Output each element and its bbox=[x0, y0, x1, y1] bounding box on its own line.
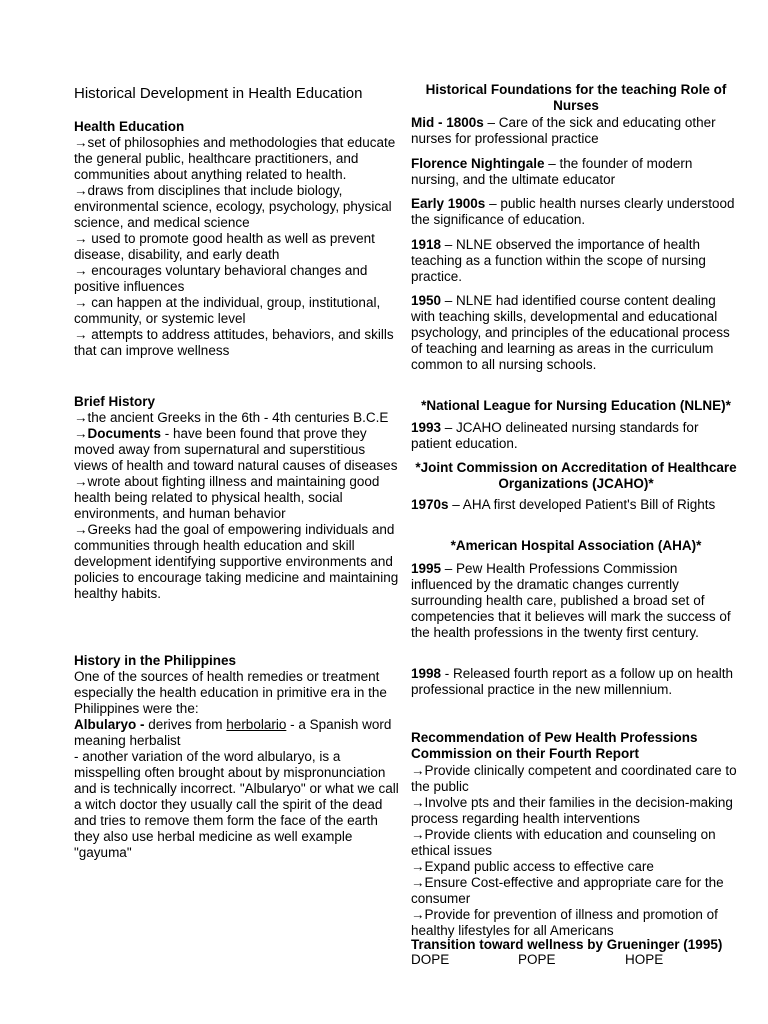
jcaho-note: *Joint Commission on Accreditation of Healthcare Organizations (JCAHO)* bbox=[415, 460, 737, 491]
entry bbox=[411, 115, 741, 147]
term-pope: POPE bbox=[518, 952, 556, 967]
section-heading: History in the Philippines bbox=[74, 653, 237, 668]
entry-text: – Pew Health Professions Commission influenced by the dramatic changes currently surrounding health care, published a broad set of competencies that it believes will mark the success of the health professions in the twenty first century. bbox=[411, 561, 731, 640]
paragraph: - another variation of the word albularyo, is a misspelling often brought about by mispronunciation and is technically incorrect. "Albularyo" or what we call a witch doctor they usually call the spirit of the dead and tries to remove them form the face of the earth they also use herbal medicine as well example "gayuma" bbox=[74, 749, 399, 860]
list-item: →wrote about fighting illness and maintaining good health being related to physical health, social environments, and human behavior bbox=[74, 474, 380, 521]
right-title: Historical Foundations for the teaching Role of Nurses bbox=[425, 82, 727, 113]
entry bbox=[411, 561, 741, 641]
aha-note: *American Hospital Association (AHA)* bbox=[450, 538, 702, 553]
entry-text: – the founder of modern nursing, and the ultimate educator bbox=[411, 156, 693, 187]
transition-heading: Transition toward wellness by Grueninger (1995) bbox=[411, 937, 723, 952]
nlne-note: *National League for Nursing Education (NLNE)* bbox=[421, 398, 731, 413]
entry-label: 1970s bbox=[411, 497, 449, 512]
entry bbox=[411, 666, 741, 698]
transition-terms bbox=[411, 952, 741, 968]
list-item: →Greeks had the goal of empowering individuals and communities through health education and skill development identifying supportive environments and policies to encourage taking medicine and maintaining healthy habits. bbox=[74, 522, 399, 601]
entry-label: 1950 bbox=[411, 293, 442, 308]
entry-text: – NLNE observed the importance of health teaching as a function within the scope of nursing practice. bbox=[411, 237, 706, 284]
entry-text: - Released fourth report as a follow up on health professional practice in the new millennium. bbox=[411, 666, 733, 697]
bold-term: Documents bbox=[87, 426, 162, 441]
entry-label: 1998 bbox=[411, 666, 442, 681]
entry-label: 1995 bbox=[411, 561, 442, 576]
entry-label: 1993 bbox=[411, 420, 442, 435]
list-item: →Provide clients with education and counseling on ethical issues bbox=[411, 827, 716, 858]
philippines-section bbox=[74, 653, 400, 861]
entry-label: Mid - 1800s bbox=[411, 115, 484, 130]
entry bbox=[411, 293, 741, 373]
inline-text: - a Spanish word meaning herbalist bbox=[74, 717, 392, 748]
term-hope: HOPE bbox=[625, 952, 664, 967]
section-heading: Brief History bbox=[74, 394, 156, 409]
list-item: → attempts to address attitudes, behaviors, and skills that can improve wellness bbox=[74, 327, 394, 358]
list-item: →set of philosophies and methodologies that educate the general public, healthcare practitioners, and communities about anything related to health. bbox=[74, 135, 396, 182]
entry bbox=[411, 196, 741, 228]
list-item: →the ancient Greeks in the 6th - 4th centuries B.C.E bbox=[74, 410, 389, 425]
entry-label: Florence Nightingale bbox=[411, 156, 545, 171]
entry-text: – public health nurses clearly understood the significance of education. bbox=[411, 196, 735, 227]
entry-text: – JCAHO delineated nursing standards for patient education. bbox=[411, 420, 699, 451]
entry-text: – Care of the sick and educating other nurses for professional practice bbox=[411, 115, 716, 146]
list-item: → used to promote good health as well as prevent disease, disability, and early death bbox=[74, 231, 375, 262]
paragraph: One of the sources of health remedies or treatment especially the health education in primitive era in the Philippines were the: bbox=[74, 669, 387, 716]
entry-text: – NLNE had identified course content dealing with teaching skills, developmental and educational psychology, and principles of the educational process of teaching and learning as areas in the curriculum common to all nursing schools. bbox=[411, 293, 730, 372]
entry-label: Early 1900s bbox=[411, 196, 486, 211]
section-heading: Health Education bbox=[74, 119, 185, 134]
list-item bbox=[74, 426, 400, 474]
list-item: → encourages voluntary behavioral changes and positive influences bbox=[74, 263, 368, 294]
inline-text: derives from bbox=[148, 717, 227, 732]
pew-list bbox=[411, 763, 741, 939]
pew-heading: Recommendation of Pew Health Professions Commission on their Fourth Report bbox=[411, 730, 698, 761]
list-item: →Provide clinically competent and coordinated care to the public bbox=[411, 763, 737, 794]
entry-text: – AHA first developed Patient's Bill of Rights bbox=[448, 497, 716, 512]
list-item: →Provide for prevention of illness and promotion of healthy lifestyles for all Americans bbox=[411, 907, 718, 938]
entry bbox=[411, 237, 741, 285]
term-dope: DOPE bbox=[411, 952, 450, 967]
document-title: Historical Development in Health Education bbox=[74, 85, 363, 102]
item-text: - have been found that prove they moved away from supernatural and superstitious views of health and toward natural causes of diseases bbox=[74, 426, 398, 473]
health-education-section bbox=[74, 119, 400, 359]
list-item: → can happen at the individual, group, institutional, community, or systemic level bbox=[74, 295, 381, 326]
entry-label: 1918 bbox=[411, 237, 442, 252]
underlined-term: herbolario bbox=[226, 717, 287, 732]
list-item: →Expand public access to effective care bbox=[411, 859, 654, 874]
brief-history-section bbox=[74, 394, 400, 602]
entry bbox=[411, 156, 741, 188]
list-item: →Involve pts and their families in the decision-making process regarding health interventions bbox=[411, 795, 733, 826]
entry bbox=[411, 420, 741, 452]
paragraph bbox=[74, 717, 400, 749]
list-item: →Ensure Cost-effective and appropriate care for the consumer bbox=[411, 875, 724, 906]
list-item: →draws from disciplines that include biology, environmental science, ecology, psychology, physical science, and medical science bbox=[74, 183, 392, 230]
entry bbox=[411, 497, 741, 513]
arrow-icon: → bbox=[74, 426, 88, 441]
bold-term: Albularyo - bbox=[74, 717, 149, 732]
